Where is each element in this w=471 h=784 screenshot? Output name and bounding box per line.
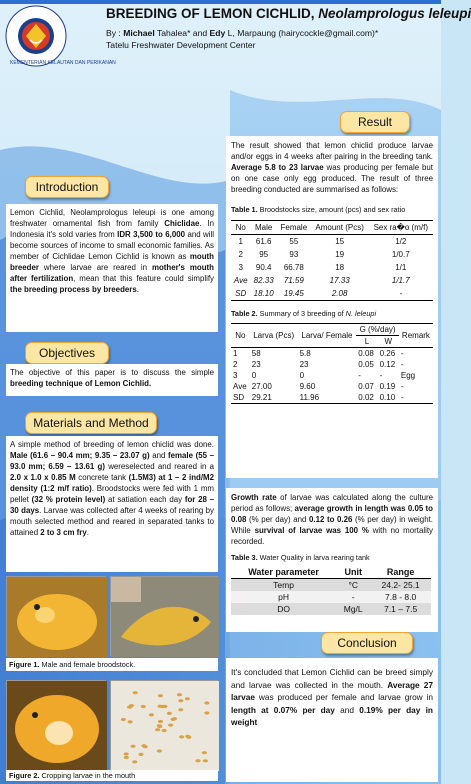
larva-dot xyxy=(121,718,126,721)
photo-cropping-larvae xyxy=(6,680,106,770)
larva-dot xyxy=(157,724,162,727)
conclusion-text: It's concluded that Lemon Cichlid can be breed simply and larvae was collected in the mouth. Average 27 larvae was produced per female and larvae grow in length at 0.07% per day and 0.19% per day in weight xyxy=(231,667,433,727)
table-row xyxy=(231,248,433,261)
table-cell: 18 xyxy=(335,263,345,272)
section-objectives: Objectives xyxy=(25,342,109,364)
table-cell: SD xyxy=(235,289,247,298)
larva-dot xyxy=(157,749,162,752)
table-row xyxy=(231,261,433,274)
table-cell: 71.59 xyxy=(283,276,304,285)
table-cell: Temp xyxy=(273,580,294,590)
intro-text: Lemon Cichlid, Neolamprologus leleupi is one among freshwater ornamental fish from family Chiclidae. In Indonesia it's sold varies from IDR 3,500 to 6,000 and will become sources of income to small economic families. As member of Cichlidae Lemon Cichlid is known as mouth breeder where larvae are reared in mother's mouth after fertilization, mean that this feature could simplify the breeding process by breeders. xyxy=(10,208,215,294)
larva-dot xyxy=(204,711,209,714)
table-cell: - xyxy=(351,592,355,602)
larva-dot xyxy=(160,705,165,708)
table-header-row xyxy=(231,324,433,336)
section-result: Result xyxy=(340,111,410,133)
table-cell: - xyxy=(358,371,361,380)
larva-dot xyxy=(158,694,163,697)
table-cell: 1/2 xyxy=(395,237,407,246)
growth-text: Growth rate of larvae was calculated along the culture period as follows; average growth in length was 0.05 to 0.08 (% per day) and 0.12 to 0.26 (% per day) in weight. While survival of larvae was 100 % with no mortality recorded. xyxy=(231,493,434,546)
table-cell: 55 xyxy=(289,237,299,246)
table-breeding-summary xyxy=(231,323,433,404)
figure1-caption: Figure 1. Male and female broodstock. xyxy=(6,658,218,671)
table-cell: 23 xyxy=(299,360,309,369)
table-cell: 0.10 xyxy=(379,393,396,402)
table-cell: 18.10 xyxy=(253,289,274,298)
table-cell: L xyxy=(364,337,370,346)
table-header-row xyxy=(231,566,431,579)
table-cell: 0 xyxy=(251,371,257,380)
table-cell: 2.08 xyxy=(331,289,348,298)
larva-dot xyxy=(172,717,177,720)
table-cell: 0.08 xyxy=(358,349,374,358)
table-cell: 82.33 xyxy=(253,276,274,285)
table-cell: 3 xyxy=(233,371,238,380)
table2-caption: Table 2. Summary of 3 breeding of N. leleupi xyxy=(231,309,377,318)
table-cell: 66.78 xyxy=(283,263,304,272)
larva-dot xyxy=(185,697,190,700)
larva-dot xyxy=(202,751,207,754)
table-cell: 0.19 xyxy=(379,382,396,391)
table-cell: 19.45 xyxy=(283,289,304,298)
author-1: Michael xyxy=(123,28,155,38)
affiliation: Tatelu Freshwater Development Center xyxy=(106,40,256,50)
table-row xyxy=(231,579,431,592)
table-cell: 0.02 xyxy=(358,393,374,402)
table-cell: Egg xyxy=(400,371,416,380)
table-cell: Water parameter xyxy=(248,567,319,577)
table-row xyxy=(231,359,433,370)
section-introduction: Introduction xyxy=(25,176,109,198)
table-cell: 29.21 xyxy=(251,393,272,402)
objectives-panel xyxy=(6,364,218,396)
table-cell: - xyxy=(400,349,404,358)
table-cell: Remark xyxy=(401,331,430,340)
table-cell: 90.4 xyxy=(255,263,272,272)
section-conclusion: Conclusion xyxy=(321,632,413,654)
table-row xyxy=(231,603,431,615)
table-cell: 15 xyxy=(335,237,345,246)
table-cell: G (%/day) xyxy=(356,324,399,336)
logo-text: KEMENTERIAN KELAUTAN DAN PERIKANAN xyxy=(10,60,116,66)
table-row xyxy=(231,274,433,287)
table-cell: Larva/ Female xyxy=(301,331,353,340)
table-cell: Larva (Pcs) xyxy=(253,331,295,340)
table-cell: 0.05 xyxy=(358,360,374,369)
larva-dot xyxy=(162,729,167,732)
larva-dot xyxy=(179,735,184,738)
table-cell: 1 xyxy=(233,349,238,358)
larva-dot xyxy=(124,756,129,759)
larva-dot xyxy=(131,745,136,748)
larva-dot xyxy=(185,735,190,738)
table-row xyxy=(231,235,433,249)
larva-dot xyxy=(168,724,173,727)
table-cell: 0.07 xyxy=(358,382,374,391)
larva-dot xyxy=(138,753,143,756)
conclusion-panel xyxy=(226,658,438,782)
table-cell: 23 xyxy=(251,360,261,369)
larva-dot xyxy=(204,701,209,704)
table-row xyxy=(231,287,433,301)
table-cell: 24.2- 25.1 xyxy=(381,580,420,590)
table-cell: No xyxy=(235,223,246,232)
larva-dot xyxy=(124,752,129,755)
larva-dot xyxy=(155,728,160,731)
table-row xyxy=(231,381,433,392)
ministry-seal-icon xyxy=(4,4,116,68)
table-cell: SD xyxy=(233,393,245,402)
table3-caption: Table 3. Water Quality in larva rearing tank xyxy=(231,553,370,562)
table-cell: °C xyxy=(348,580,358,590)
figure2-caption: Figure 2. Cropping larvae in the mouth xyxy=(6,770,218,781)
table1-caption: Table 1. Broodstocks size, amount (pcs) and sex ratio xyxy=(231,205,406,214)
table-water-quality xyxy=(231,566,431,615)
introduction-panel xyxy=(6,204,218,332)
table-cell: 1/1.7 xyxy=(391,276,410,285)
table-cell: 93 xyxy=(289,250,299,259)
table-cell: 1/1 xyxy=(395,263,407,272)
table-cell: 7.8 - 8.0 xyxy=(385,592,417,602)
larva-dot xyxy=(149,713,154,716)
table-cell: 17.33 xyxy=(329,276,350,285)
larva-dot xyxy=(141,705,146,708)
table-cell: DO xyxy=(277,604,290,614)
author-2: Edy xyxy=(209,28,226,38)
table-cell: - xyxy=(379,371,383,380)
logo xyxy=(4,4,116,68)
larva-dot xyxy=(195,759,200,762)
table-cell: 2 xyxy=(238,250,243,259)
larva-dot xyxy=(141,744,146,747)
table-row xyxy=(231,370,433,381)
table-cell: Male xyxy=(255,223,273,232)
larva-dot xyxy=(203,759,208,762)
table-cell: 58 xyxy=(251,349,261,358)
table-cell: Range xyxy=(386,567,415,577)
poster-title xyxy=(106,6,471,21)
table-cell: 0.12 xyxy=(379,360,396,369)
table-cell: 5.8 xyxy=(299,349,311,358)
table-row xyxy=(231,591,431,603)
table-cell: Mg/L xyxy=(343,604,363,614)
objectives-text: The objective of this paper is to discuss the simple breeding technique of Lemon Cichlid. xyxy=(10,368,214,388)
materials-panel xyxy=(6,436,218,572)
table-cell: Unit xyxy=(344,567,362,577)
table-cell: - xyxy=(400,360,404,369)
table-row xyxy=(231,348,433,360)
table-cell: - xyxy=(399,289,403,298)
larva-dot xyxy=(158,720,163,723)
larva-dot xyxy=(133,691,138,694)
table-cell: 1/0.7 xyxy=(391,250,410,259)
table-cell: - xyxy=(400,393,404,402)
larva-dot xyxy=(178,708,183,711)
table-cell: Amount (Pcs) xyxy=(315,223,364,232)
table-cell: 9.60 xyxy=(299,382,316,391)
table-cell: 27.00 xyxy=(251,382,272,391)
photo-male-broodstock xyxy=(110,576,218,656)
result-text: The result showed that lemon chiclid produce larvae and/or eggs in 4 weeks after pairing in the breeding tank. Average 5.8 to 23 larvae was producing per female but on one case only egg produced. The result of three breeding conducted are summarised as follows: xyxy=(231,141,433,194)
authors: By : Michael Tahalea* and Edy L, Marpaung (hairycockle@gmail.com)* xyxy=(106,28,379,38)
table-header-row xyxy=(231,221,433,235)
table-cell: Ave xyxy=(233,276,248,285)
table-cell: 2 xyxy=(233,360,238,369)
result-panel xyxy=(226,136,438,478)
table-cell: 11.96 xyxy=(299,393,320,402)
table-cell: 0.26 xyxy=(379,349,396,358)
larva-dot xyxy=(129,704,134,707)
photo-female-broodstock xyxy=(6,576,106,656)
table-cell: Sex ra�o (m/f) xyxy=(373,223,428,232)
table-cell: 1 xyxy=(238,237,243,246)
table-cell: 61.6 xyxy=(255,237,272,246)
larva-dot xyxy=(132,760,137,763)
title-species: Neolamprologus leleupi xyxy=(318,6,471,21)
table-cell: 95 xyxy=(259,250,269,259)
larva-dot xyxy=(178,699,183,702)
larva-dot xyxy=(128,720,133,723)
table-cell: - xyxy=(400,382,404,391)
table-broodstocks xyxy=(231,220,433,301)
title-main: BREEDING OF LEMON CICHLID, xyxy=(106,6,319,21)
larva-dot xyxy=(177,693,182,696)
table-cell: 3 xyxy=(238,263,243,272)
table-cell: 0 xyxy=(299,371,305,380)
photo-larvae xyxy=(110,680,218,770)
table-cell: 7.1 – 7.5 xyxy=(384,604,418,614)
section-materials: Materials and Method xyxy=(25,412,157,434)
materials-text: A simple method of breeding of lemon chiclid was done. Male (61.6 – 90.4 mm; 9.35 – 23.07 g) and female (55 – 93.0 mm; 6.59 – 13.61 g) wereselected and reared in a 2.0 x 1.0 x 0.85 M concrete tank (1.5M3) at 1 – 2 ind/M2 density (1:2 m/f ratio). Broodstocks were fed with 1 mm pellet (32 % protein level) at satiation each day for 28 – 30 days. Larvae was collected after 4 weeks of rearing by mouth selected method and reared in separated tanks to attained 2 to 3 cm fry. xyxy=(10,440,215,537)
table-cell: No xyxy=(235,331,246,340)
table-cell: Female xyxy=(280,223,308,232)
growth-panel xyxy=(226,488,438,632)
table-cell: Ave xyxy=(233,382,247,391)
table-row xyxy=(231,392,433,404)
table-cell: W xyxy=(384,337,392,346)
table-cell: 19 xyxy=(335,250,345,259)
larva-dot xyxy=(167,712,172,715)
table-cell: pH xyxy=(278,592,289,602)
